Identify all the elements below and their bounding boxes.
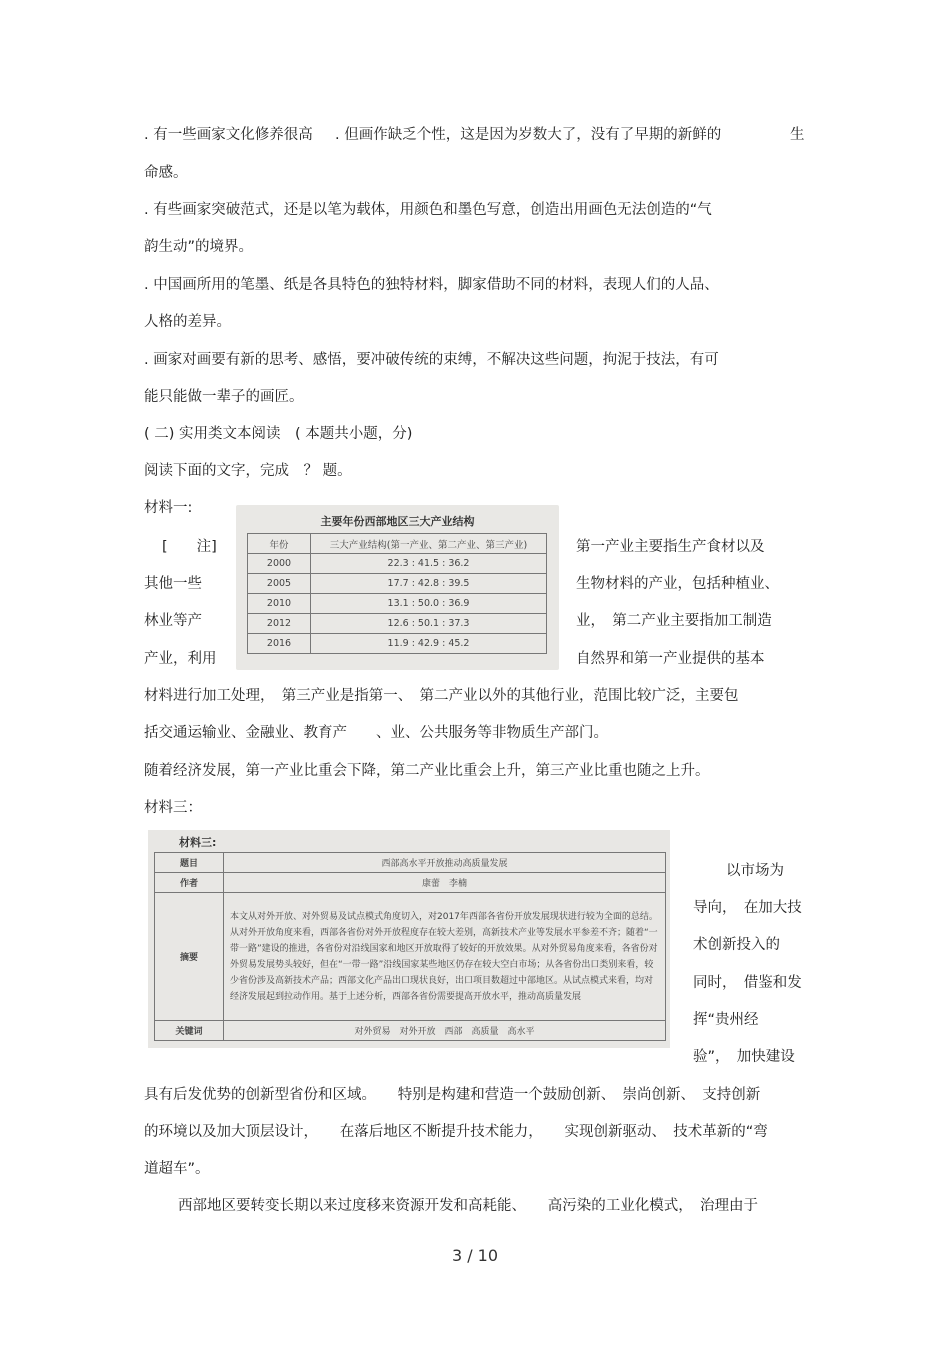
text-line: 导向， 在加大技 [693,900,802,916]
text-line: 业， 第二产业主要指加工制造 [576,613,772,629]
text-line: 材料进行加工处理， 第三产业是指第一、 第二产业以外的其他行业，范围比较广泛，主要包 [144,688,739,704]
text-line: 西部地区要转变长期以来过度移来资源开发和高耗能、 高污染的工业化模式， 治理由于 [178,1198,758,1214]
page-number: 3 / 10 [451,1246,499,1265]
table-row [248,554,547,574]
text-line: 括交通运输业、金融业、教育产 、业、公共服务等非物质生产部门。 [144,725,608,741]
text-line: . 但画作缺乏个性，这是因为岁数大了，没有了早期的新鲜的 [335,127,722,143]
text-line: 术创新投入的 [693,937,780,953]
text-line: 挥“贵州经 [693,1012,759,1028]
year-cell: 2010 [248,594,311,614]
text-line: . 画家对画要有新的思考、感悟，要冲破传统的束缚，不解决这些问题，拘泥于技法，有可 [144,352,719,368]
text-line: 林业等产 [144,613,202,629]
figure-label: 材料三: [179,836,217,849]
text-line: 道超车”。 [144,1161,210,1177]
table-row [248,574,547,594]
text-line: 人格的差异。 [144,314,231,330]
industry-structure-figure [236,505,559,670]
text-line: 其他一些 [144,576,202,592]
abstract-value: 本文从对外开放、对外贸易及试点模式角度切入，对2017年西部各省份开放发展现状进行较为全面的总结。从对外开放角度来看，西部各省份对外开放程度存在较大差别，高新技术产业等发展水平参差不齐；随着“一带一路”建设的推进，各省份对沿线国家和地区开放取得了较好的开放效果。从对外贸易角度来看，各省份对外贸易发展势头较好，但在“一带一路”沿线国家某些地区仍存在较大空白市场；从各省份出口类别来看，较少省份涉及高新技术产品；西部文化产品出口现状良好，出口项目数超过中部地区。从试点模式来看，均对经济发展起到拉动作用。基于上述分析，西部各省份需要提高开放水平，推动高质量发展 [224,893,666,1021]
column-header-structure: 三大产业结构(第一产业、第二产业、第三产业) [311,534,547,554]
text-line: 生 [790,127,805,143]
table-row [155,873,666,893]
text-line: 的环境以及加大顶层设计， 在落后地区不断提升技术能力， 实现创新驱动、 技术革新的“弯 [144,1124,768,1140]
text-line: 验”， 加快建设 [693,1049,795,1065]
material-label: 材料一: [144,500,193,516]
table-row [155,893,666,1021]
text-line: . 有一些画家文化修养很高 [144,127,313,143]
text-line: . 有些画家突破范式，还是以笔为载体，用颜色和墨色写意，创造出用画色无法创造的“气 [144,202,712,218]
abstract-key: 摘要 [155,893,224,1021]
title-key: 题目 [155,853,224,873]
structure-cell: 12.6 : 50.1 : 37.3 [311,614,547,634]
table-header-row [248,534,547,554]
table-row [155,1021,666,1041]
text-line: 产业，利用 [144,651,217,667]
text-line: 阅读下面的文字，完成 ？ 题。 [144,463,352,479]
text-line: 同时， 借鉴和发 [693,975,802,991]
structure-cell: 22.3 : 41.5 : 36.2 [311,554,547,574]
text-line: 以市场为 [726,863,784,879]
text-line: [ 注] [162,539,217,555]
article-info-table [154,852,666,1041]
text-line: 具有后发优势的创新型省份和区域。 特别是构建和营造一个鼓励创新、 崇尚创新、 支持创新 [144,1087,761,1103]
text-line: 生物材料的产业，包括种植业、 [576,576,779,592]
text-line: . 中国画所用的笔墨、纸是各具特色的独特材料，脚家借助不同的材料，表现人们的人品、 [144,277,719,293]
keywords-key: 关键词 [155,1021,224,1041]
table-row [155,853,666,873]
author-value: 康蕾 李楠 [224,873,666,893]
structure-cell: 13.1 : 50.0 : 36.9 [311,594,547,614]
text-line: 随着经济发展，第一产业比重会下降，第二产业比重会上升，第三产业比重也随之上升。 [144,763,710,779]
section-heading: ( 二) 实用类文本阅读 ( 本题共小题，分) [144,426,413,442]
column-header-year: 年份 [248,534,311,554]
year-cell: 2000 [248,554,311,574]
figure-title: 主要年份西部地区三大产业结构 [320,515,475,528]
text-line: 自然界和第一产业提供的基本 [576,651,765,667]
year-cell: 2012 [248,614,311,634]
keywords-value: 对外贸易 对外开放 西部 高质量 高水平 [224,1021,666,1041]
year-cell: 2016 [248,634,311,654]
material-label: 材料三： [144,800,202,816]
text-line: 第一产业主要指生产食材以及 [576,539,765,555]
structure-cell: 17.7 : 42.8 : 39.5 [311,574,547,594]
text-line: 命感。 [144,165,188,181]
table-row [248,614,547,634]
industry-structure-table [247,533,547,654]
structure-cell: 11.9 : 42.9 : 45.2 [311,634,547,654]
text-line: 韵生动”的境界。 [144,239,254,255]
title-value: 西部高水平开放推动高质量发展 [224,853,666,873]
table-row [248,634,547,654]
table-row [248,594,547,614]
text-line: 能只能做一辈子的画匠。 [144,389,304,405]
year-cell: 2005 [248,574,311,594]
article-info-figure [148,830,670,1048]
author-key: 作者 [155,873,224,893]
